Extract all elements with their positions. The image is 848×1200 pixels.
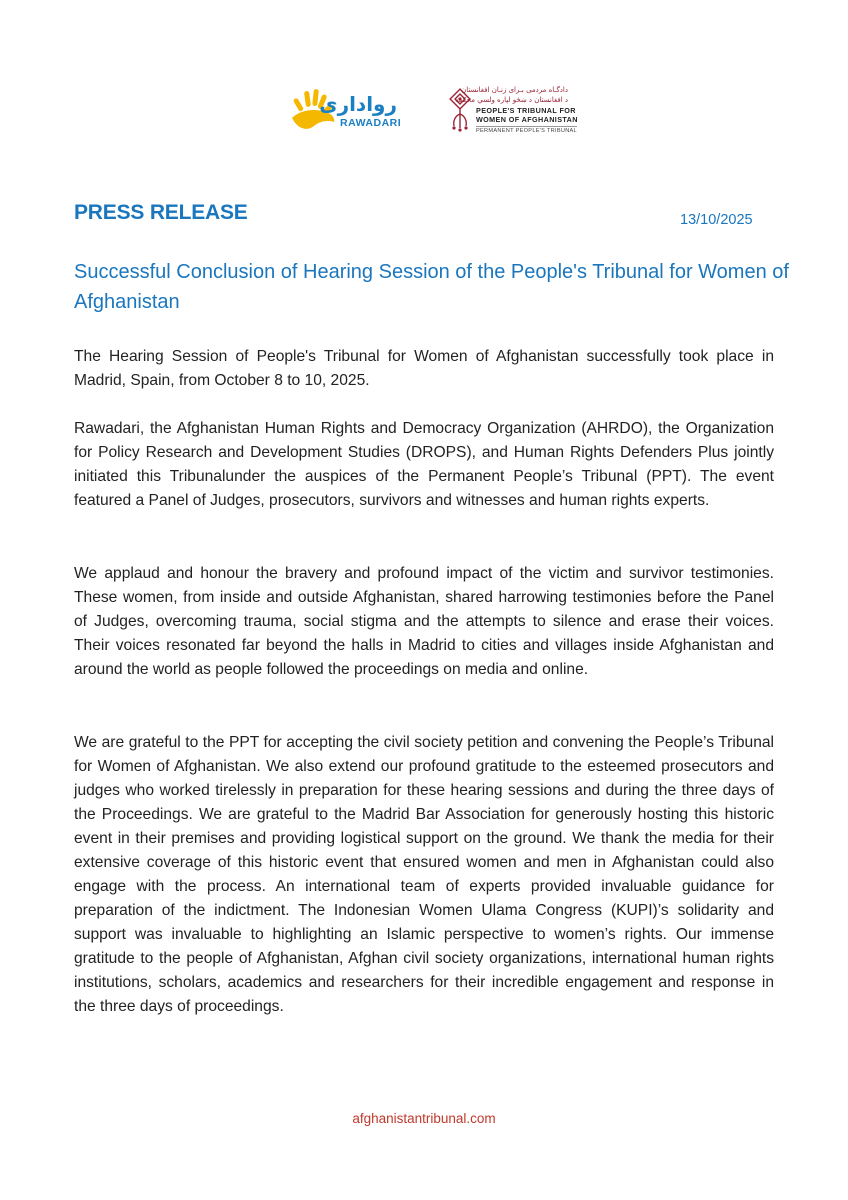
paragraph-1: The Hearing Session of People's Tribunal for Women of Afghanistan successfully took place in Madrid, Spain, from October 8 to 10, 2025.	[74, 348, 774, 389]
tribunal-dari-name: دادگـاه مردمی بـرای زنـان افغانستان	[461, 86, 568, 94]
paragraph-3: We applaud and honour the bravery and profound impact of the victim and survivor testimonies. These women, from inside and outside Afghanistan, shared harrowing testimonies before the Panel of Judges, overcoming trauma, social stigma and the attempts to silence and erase their voices. Their voices resonated far beyond the halls in Madrid to cities and villages inside Afghanistan and around the world as people followed the proceedings on media and online.	[74, 565, 774, 678]
press-release-label: PRESS RELEASE	[74, 201, 248, 224]
rawadari-logo	[288, 88, 408, 140]
tribunal-title-line-1: PEOPLE'S TRIBUNAL FOR	[476, 106, 576, 115]
tribunal-emblem-icon	[448, 88, 472, 134]
headline: Successful Conclusion of Hearing Session of the People's Tribunal for Women of Afghanistan	[74, 261, 789, 313]
paragraph-2: Rawadari, the Afghanistan Human Rights and Democracy Organization (AHRDO), the Organization for Policy Research and Development Studies (DROPS), and Human Rights Defenders Plus jointly initiated this Tribunalunder the auspices of the Permanent People’s Tribunal (PPT). The event featured a Panel of Judges, prosecutors, survivors and witnesses and human rights experts.	[74, 420, 774, 509]
tribunal-logo	[448, 86, 578, 138]
rawadari-arabic-name: رواداری	[319, 92, 397, 116]
tribunal-title-line-2: WOMEN OF AFGHANISTAN	[476, 115, 578, 124]
footer-website-link[interactable]: afghanistantribunal.com	[352, 1111, 496, 1126]
tribunal-subtitle: PERMANENT PEOPLE'S TRIBUNAL	[476, 128, 577, 134]
tribunal-pashto-name: د افغانستان د ښځو لپاره ولسي محکمه	[455, 96, 568, 104]
release-date: 13/10/2025	[680, 212, 753, 228]
paragraph-4: We are grateful to the PPT for accepting the civil society petition and convening the People’s Tribunal for Women of Afghanistan. We also extend our profound gratitude to the esteemed prosecutors and judges who worked tirelessly in preparation for these hearing sessions and during the three days of the Proceedings. We are grateful to the Madrid Bar Association for generously hosting this historic event in their premises and providing logistical support on the ground. We thank the media for their extensive coverage of this historic event that ensured women and men in Afghanistan could also engage with the process. An international team of experts provided invaluable guidance for preparation of the indictment. The Indonesian Women Ulama Congress (KUPI)’s solidarity and support was invaluable to highlighting an Islamic perspective to women’s rights. Our immense gratitude to the people of Afghanistan, Afghan civil society organizations, international human rights institutions, scholars, academics and researchers for their incredible engagement and response in the three days of proceedings.	[74, 734, 774, 1015]
rawadari-latin-name: RAWADARI	[340, 117, 402, 129]
